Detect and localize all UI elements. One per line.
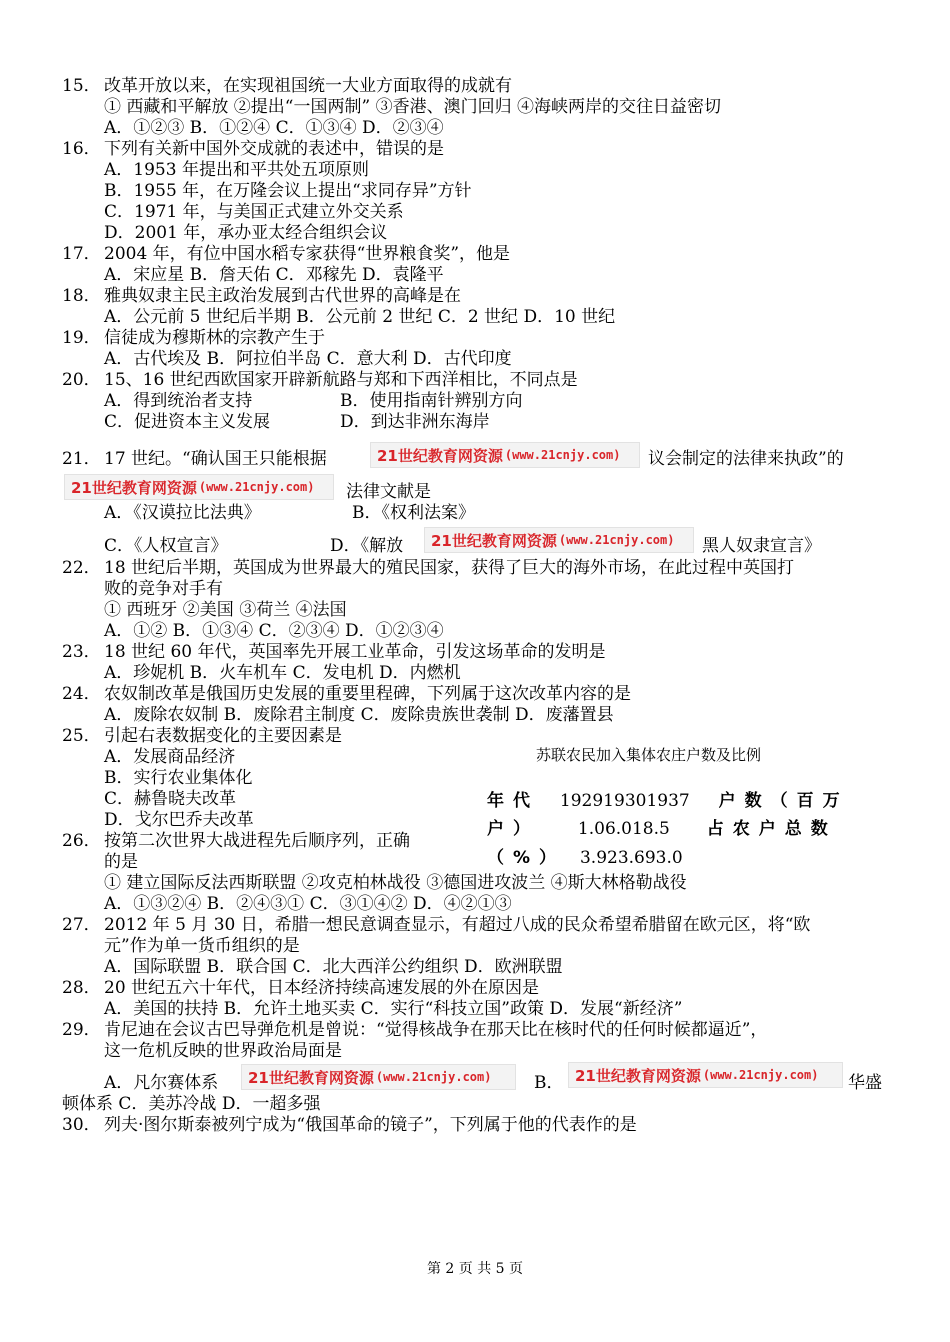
q21-stem-part1: 17 世纪。“确认国王只能根据 (104, 449, 327, 469)
q21-option-a: A．《汉谟拉比法典》 (104, 503, 261, 523)
q29-option-a: A．凡尔赛体系 (104, 1073, 219, 1093)
q27-options: A．国际联盟 B．联合国 C．北大西洋公约组织 D．欧洲联盟 (104, 957, 563, 977)
q26-options: A．①③②④ B．②④③① C．③①④② D．④②①③ (104, 894, 512, 914)
watermark-logo (568, 1062, 843, 1088)
watermark-logo (370, 442, 640, 468)
q29-stem-line2: 这一危机反映的世界政治局面是 (104, 1041, 342, 1061)
q26-stem-line2: 的是 (104, 852, 138, 872)
watermark-logo (424, 527, 694, 553)
q25-number: 25． (62, 726, 101, 746)
q24-number: 24． (62, 684, 101, 704)
q21-number: 21． (62, 449, 101, 469)
q20-option-c: C．促进资本主义发展 (104, 412, 271, 432)
q16-option-b: B．1955 年，在万隆会议上提出“求同存异”方针 (104, 181, 472, 201)
table-row3 (487, 843, 683, 868)
q23-stem: 18 世纪 60 年代，英国率先开展工业革命，引发这场革命的发明是 (104, 642, 606, 662)
q21-option-d-part1: D．《解放 (330, 536, 404, 556)
q29-options-continued: 顿体系 C．美苏冷战 D．一超多强 (62, 1094, 321, 1114)
q22-number: 22． (62, 558, 101, 578)
watermark-logo (241, 1064, 516, 1090)
q27-stem-line2: 元”作为单一货币组织的是 (104, 936, 300, 956)
q20-option-d: D．到达非洲东海岸 (340, 412, 490, 432)
q21-stem-part2: 议会制定的法律来执政”的 (648, 449, 844, 469)
table-row1-tail: 户数（百万 (718, 791, 849, 811)
q26-stem-line1: 按第二次世界大战进程先后顺序列，正确 (104, 831, 410, 851)
q17-options: A．宋应星 B．詹天佑 C．邓稼先 D．袁隆平 (104, 265, 444, 285)
table-row3-values: 3.923.693.0 (579, 848, 683, 868)
q20-option-b: B．使用指南针辨别方向 (340, 391, 523, 411)
q29-stem-line1: 肯尼迪在会议古巴导弹危机是曾说：“觉得核战争在那天比在核时代的任何时候都逼近”， (104, 1020, 768, 1040)
q18-stem: 雅典奴隶主民主政治发展到古代世界的高峰是在 (104, 286, 461, 306)
q17-number: 17． (62, 244, 101, 264)
watermark-text: 21世纪教育网资源 (431, 531, 557, 550)
table-row2 (487, 814, 837, 839)
watermark-text: 21世纪教育网资源 (71, 478, 197, 497)
q20-number: 20． (62, 370, 101, 390)
table-row3-head: （%） (487, 848, 566, 868)
watermark-text: 21世纪教育网资源 (377, 446, 503, 465)
q19-number: 19． (62, 328, 101, 348)
q27-number: 27． (62, 915, 101, 935)
q25-option-d: D．戈尔巴乔夫改革 (104, 810, 254, 830)
q25-option-c: C．赫鲁晓夫改革 (104, 789, 237, 809)
q21-option-d-part2: 黑人奴隶宣言》 (702, 536, 821, 556)
table-title: 苏联农民加入集体农庄户数及比例 (536, 746, 762, 764)
q16-option-d: D．2001 年，承办亚太经合组织会议 (104, 223, 388, 243)
watermark-logo (64, 474, 334, 500)
q29-option-b: B． (534, 1073, 564, 1093)
q22-items: ① 西班牙 ②美国 ③荷兰 ④法国 (104, 600, 347, 620)
watermark-text: 21世纪教育网资源 (575, 1066, 701, 1085)
q15-items: ① 西藏和平解放 ②提出“一国两制” ③香港、澳门回归 ④海峡两岸的交往日益密切 (104, 97, 721, 117)
q21-stem-part3: 法律文献是 (346, 482, 431, 502)
q30-stem: 列夫·图尔斯泰被列宁成为“俄国革命的镜子”，下列属于他的代表作的是 (104, 1115, 637, 1135)
watermark-text: 21世纪教育网资源 (248, 1068, 374, 1087)
q22-stem-line1: 18 世纪后半期，英国成为世界最大的殖民国家，获得了巨大的海外市场，在此过程中英国打 (104, 558, 795, 578)
q23-number: 23． (62, 642, 101, 662)
q26-items: ① 建立国际反法西斯联盟 ②攻克柏林战役 ③德国进攻波兰 ④斯大林格勒战役 (104, 873, 687, 893)
q15-number: 15． (62, 76, 101, 96)
q28-number: 28． (62, 978, 101, 998)
q19-options: A．古代埃及 B．阿拉伯半岛 C．意大利 D．古代印度 (104, 349, 512, 369)
q22-stem-line2: 败的竞争对手有 (104, 579, 223, 599)
q21-option-c: C．《人权宣言》 (104, 536, 228, 556)
q27-stem-line1: 2012 年 5 月 30 日，希腊一想民意调查显示，有超过八成的民众希望希腊留在欧元区，将“欧 (104, 915, 811, 935)
q23-options: A．珍妮机 B．火车机车 C．发电机 D．内燃机 (104, 663, 461, 683)
q25-stem: 引起右表数据变化的主要因素是 (104, 726, 342, 746)
watermark-url: (www.21cnjy.com) (198, 480, 315, 494)
watermark-url: (www.21cnjy.com) (558, 533, 675, 547)
q16-stem: 下列有关新中国外交成就的表述中，错误的是 (104, 139, 444, 159)
table-row2-head: 户） (487, 819, 539, 839)
q20-stem: 15、16 世纪西欧国家开辟新航路与郑和下西洋相比，不同点是 (104, 370, 578, 390)
q22-options: A．①② B．①③④ C．②③④ D．①②③④ (104, 621, 444, 641)
table-row1 (487, 786, 849, 811)
q24-options: A．废除农奴制 B．废除君主制度 C．废除贵族世袭制 D．废藩置县 (104, 705, 614, 725)
q15-options: A．①②③ B．①②④ C．①③④ D．②③④ (104, 118, 444, 138)
q17-stem: 2004 年，有位中国水稻专家获得“世界粮食奖”，他是 (104, 244, 511, 264)
watermark-url: (www.21cnjy.com) (702, 1068, 819, 1082)
q18-options: A．公元前 5 世纪后半期 B．公元前 2 世纪 C．2 世纪 D．10 世纪 (104, 307, 616, 327)
table-row2-tail: 占农户总数 (706, 819, 837, 839)
q15-stem: 改革开放以来，在实现祖国统一大业方面取得的成就有 (104, 76, 512, 96)
q20-option-a: A．得到统治者支持 (104, 391, 253, 411)
q29-number: 29． (62, 1020, 101, 1040)
page-footer: 第 2 页 共 5 页 (426, 1261, 524, 1277)
q26-number: 26． (62, 831, 101, 851)
q16-number: 16． (62, 139, 101, 159)
watermark-url: (www.21cnjy.com) (504, 448, 621, 462)
q19-stem: 信徒成为穆斯林的宗教产生于 (104, 328, 325, 348)
table-row1-values: 192919301937 (559, 791, 690, 811)
q28-options: A．美国的扶持 B．允许土地买卖 C．实行“科技立国”政策 D．发展“新经济” (104, 999, 683, 1019)
q29-option-b-tail: 华盛 (848, 1073, 882, 1093)
q21-option-b: B．《权利法案》 (352, 503, 475, 523)
q28-stem: 20 世纪五六十年代，日本经济持续高速发展的外在原因是 (104, 978, 540, 998)
watermark-url: (www.21cnjy.com) (375, 1070, 492, 1084)
table-row1-label: 年代 (487, 791, 539, 811)
q25-option-a: A．发展商品经济 (104, 747, 236, 767)
q25-option-b: B．实行农业集体化 (104, 768, 253, 788)
q16-option-c: C．1971 年，与美国正式建立外交关系 (104, 202, 404, 222)
table-row2-values: 1.06.018.5 (577, 819, 670, 839)
q18-number: 18． (62, 286, 101, 306)
q24-stem: 农奴制改革是俄国历史发展的重要里程碑，下列属于这次改革内容的是 (104, 684, 631, 704)
q16-option-a: A．1953 年提出和平共处五项原则 (104, 160, 369, 180)
q30-number: 30． (62, 1115, 101, 1135)
